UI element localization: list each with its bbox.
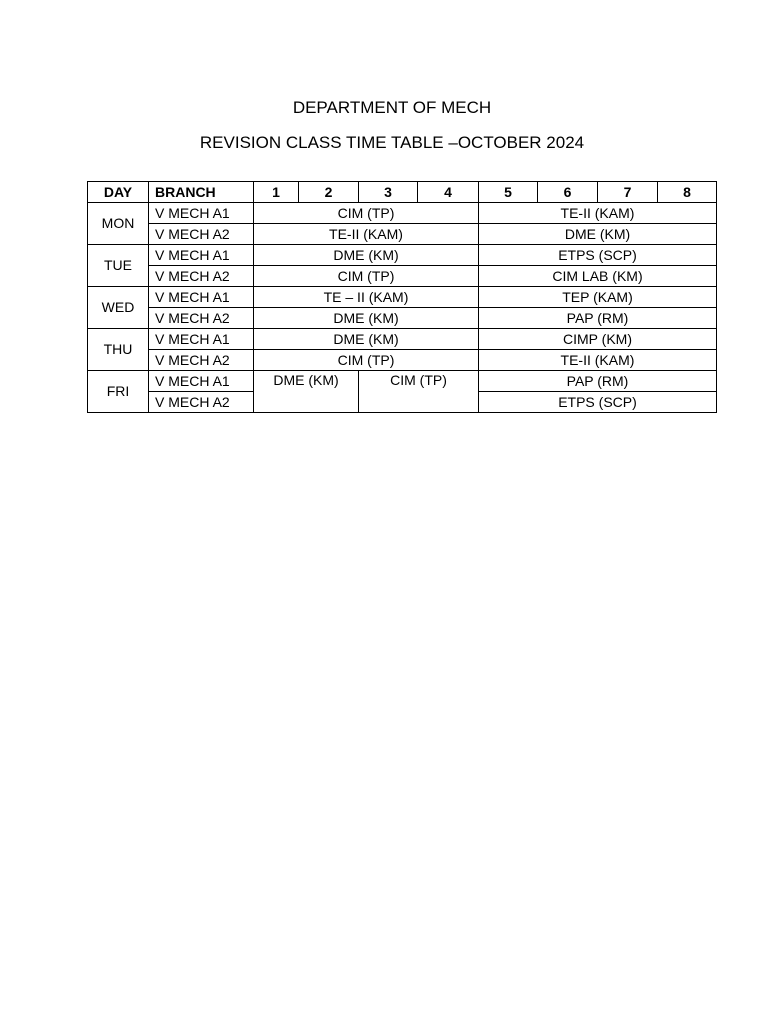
session-cell: CIM (TP): [254, 350, 479, 371]
table-row: [88, 308, 717, 329]
session-cell: CIM (TP): [254, 266, 479, 287]
session-cell: PAP (RM): [479, 308, 717, 329]
branch-cell: V MECH A1: [149, 203, 254, 224]
table-row: [88, 287, 717, 308]
branch-cell: V MECH A2: [149, 266, 254, 287]
day-cell: WED: [88, 287, 149, 329]
column-header-period-7: 7: [598, 182, 658, 203]
table-row: [88, 329, 717, 350]
branch-cell: V MECH A2: [149, 224, 254, 245]
day-cell: THU: [88, 329, 149, 371]
branch-cell: V MECH A1: [149, 371, 254, 392]
branch-cell: V MECH A2: [149, 350, 254, 371]
session-cell: PAP (RM): [479, 371, 717, 392]
day-cell: FRI: [88, 371, 149, 413]
day-cell: MON: [88, 203, 149, 245]
session-cell: ETPS (SCP): [479, 392, 717, 413]
branch-cell: V MECH A1: [149, 329, 254, 350]
table-row: [88, 203, 717, 224]
session-cell: TE-II (KAM): [479, 350, 717, 371]
branch-cell: V MECH A1: [149, 245, 254, 266]
day-cell: TUE: [88, 245, 149, 287]
page-subtitle: REVISION CLASS TIME TABLE –OCTOBER 2024: [199, 133, 585, 152]
table-row: [88, 224, 717, 245]
table-row: [88, 266, 717, 287]
session-cell: CIMP (KM): [479, 329, 717, 350]
session-cell: DME (KM): [254, 245, 479, 266]
column-header-period-5: 5: [479, 182, 538, 203]
branch-cell: V MECH A2: [149, 308, 254, 329]
session-cell: TEP (KAM): [479, 287, 717, 308]
session-cell: DME (KM): [254, 371, 359, 413]
session-cell: DME (KM): [479, 224, 717, 245]
table-row: [88, 371, 717, 392]
column-header-day: DAY: [88, 182, 149, 203]
timetable: [87, 181, 717, 413]
column-header-period-2: 2: [299, 182, 359, 203]
session-cell: DME (KM): [254, 308, 479, 329]
table-row: [88, 350, 717, 371]
column-header-period-6: 6: [538, 182, 598, 203]
session-cell: TE – II (KAM): [254, 287, 479, 308]
column-header-period-8: 8: [658, 182, 717, 203]
session-cell: CIM (TP): [359, 371, 479, 413]
header-row: [88, 182, 717, 203]
column-header-period-3: 3: [359, 182, 418, 203]
session-cell: TE-II (KAM): [254, 224, 479, 245]
branch-cell: V MECH A1: [149, 287, 254, 308]
page-title: DEPARTMENT OF MECH: [292, 98, 492, 117]
column-header-branch: BRANCH: [149, 182, 254, 203]
table-row: [88, 245, 717, 266]
session-cell: ETPS (SCP): [479, 245, 717, 266]
session-cell: TE-II (KAM): [479, 203, 717, 224]
column-header-period-4: 4: [418, 182, 479, 203]
session-cell: DME (KM): [254, 329, 479, 350]
column-header-period-1: 1: [254, 182, 299, 203]
session-cell: CIM (TP): [254, 203, 479, 224]
branch-cell: V MECH A2: [149, 392, 254, 413]
session-cell: CIM LAB (KM): [479, 266, 717, 287]
